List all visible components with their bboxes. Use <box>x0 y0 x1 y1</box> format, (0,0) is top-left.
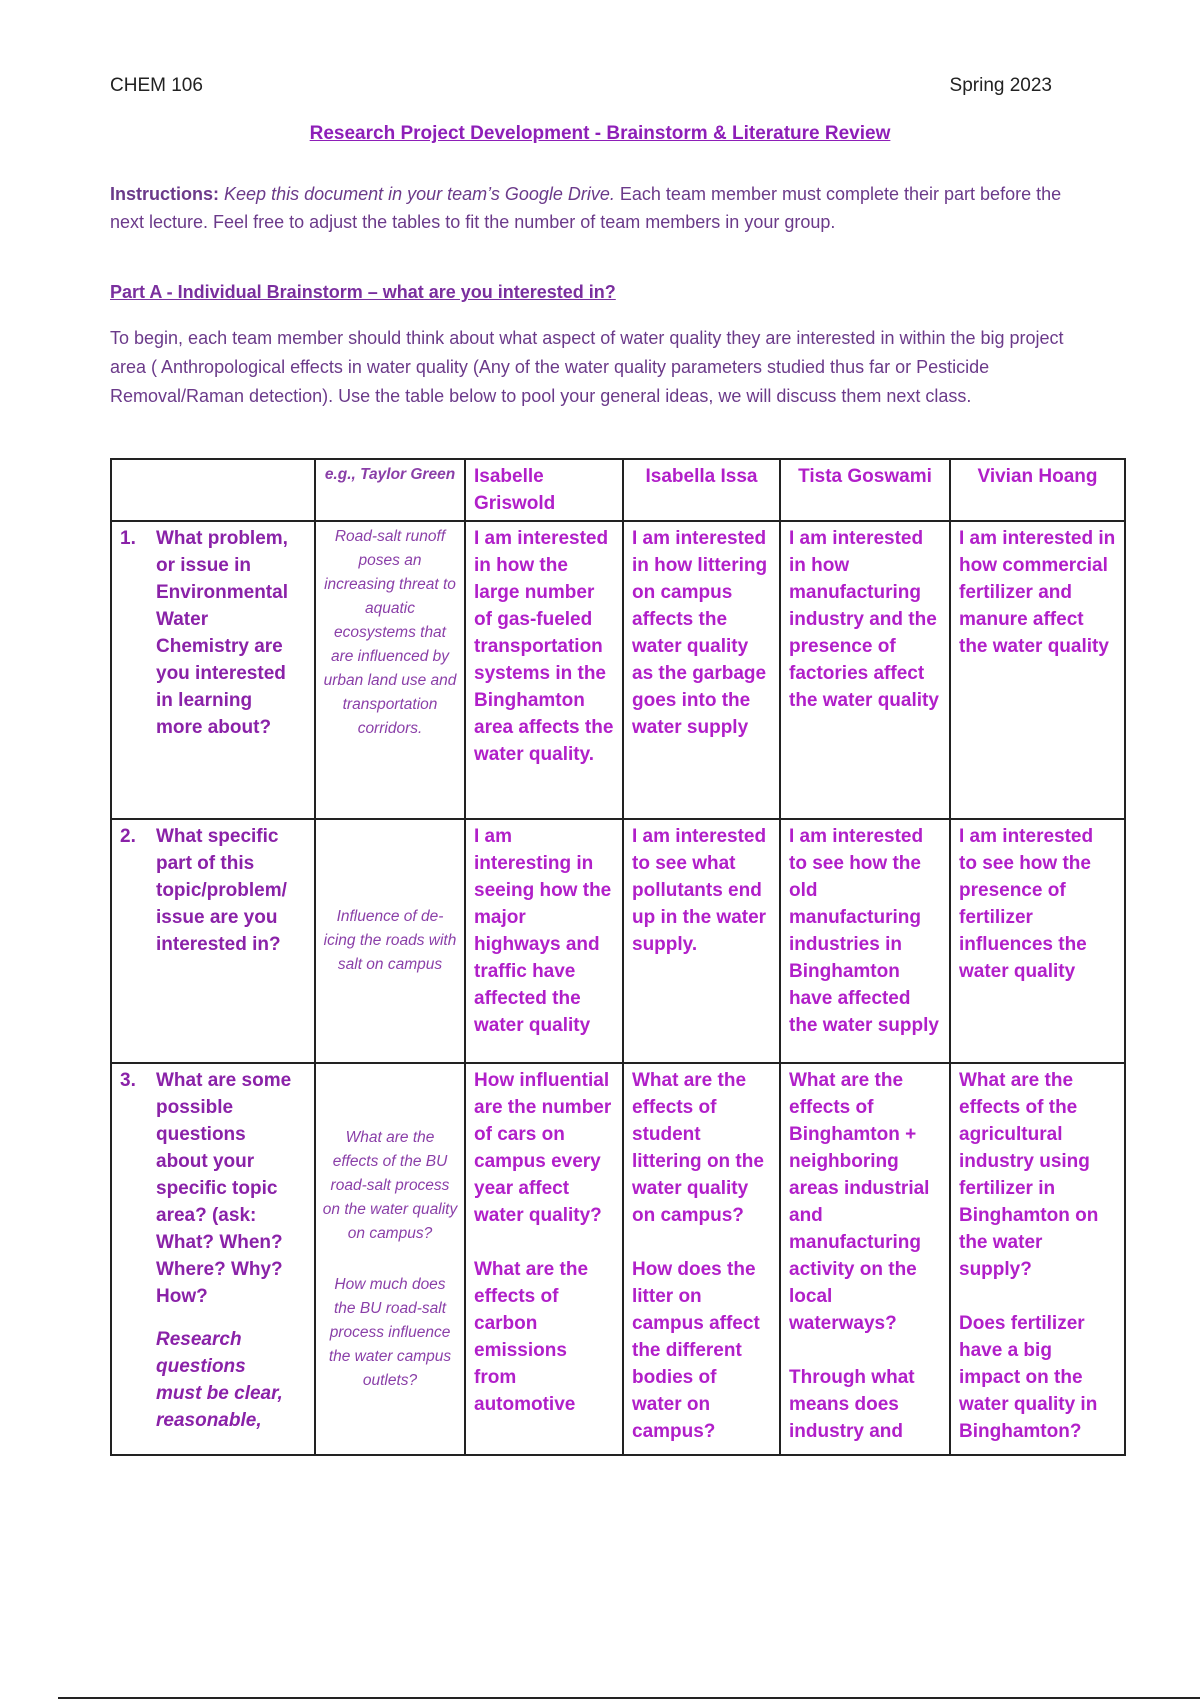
spacer <box>322 1246 458 1273</box>
question-text: What specific part of this topic/problem/ issue are you interested in? <box>156 826 287 955</box>
answer-question-2: What are the effects of carbon emissions from automotive <box>474 1259 589 1415</box>
example-cell: Road-salt runoff poses an increasing threat to aquatic ecosystems that are influenced by urban land use and transportation corridors. <box>315 521 465 819</box>
question-note: Research questions must be clear, reasonable, <box>156 1329 283 1431</box>
answer-cell[interactable]: I am interested in how the large number of gas-fueled transportation systems in the Binghamton area affects the water quality. <box>465 521 623 819</box>
answer-question-2: Through what means does industry and <box>789 1367 915 1442</box>
header-cell-example: e.g., Taylor Green <box>315 459 465 521</box>
spacer <box>959 1283 1116 1310</box>
answer-cell[interactable]: I am interested in how commercial fertilizer and manure affect the water quality <box>950 521 1125 819</box>
question-main: What are some possible questions about your specific topic area? (ask: What? When? Where? Why? How? <box>156 1070 292 1307</box>
question-text <box>156 1067 296 1434</box>
header-cell-member-1: Isabelle Griswold <box>465 459 623 521</box>
instructions-rest: Each team member must complete their part before the next lecture. Feel free to adjust the tables to fit the number of team members in your group. <box>110 184 1062 232</box>
brainstorm-table <box>110 458 1126 1456</box>
answer-cell[interactable]: I am interesting in seeing how the major highways and traffic have affected the water quality <box>465 819 623 1063</box>
answer-cell[interactable] <box>950 1063 1125 1455</box>
answer-question-1: What are the effects of the agricultural industry using fertilizer in Binghamton on the water supply? <box>959 1070 1099 1280</box>
header-cell-empty <box>111 459 315 521</box>
answer-cell[interactable]: I am interested to see what pollutants end up in the water supply. <box>623 819 780 1063</box>
answer-cell[interactable]: I am interested to see how the old manufacturing industries in Binghamton have affected the water supply <box>780 819 950 1063</box>
example-cell: Influence of de-icing the roads with salt on campus <box>315 819 465 1063</box>
page-title: Research Project Development - Brainstorm & Literature Review <box>309 123 891 144</box>
answer-question-1: What are the effects of student littering on the water quality on campus? <box>632 1070 764 1226</box>
header-cell-member-3: Tista Goswami <box>780 459 950 521</box>
table-row <box>111 819 1125 1063</box>
part-a-intro: To begin, each team member should think about what aspect of water quality they are interested in within the big project area ( Anthropological effects in water quality (Any of the water quality parameters studied thus far or Pesticide Removal/Raman detection). Use the table below to pool your general ideas, we will discuss them next class. <box>110 328 1064 406</box>
spacer <box>632 1229 771 1256</box>
answer-question-2: How does the litter on campus affect the different bodies of water on campus? <box>632 1259 760 1442</box>
question-number: 1. <box>120 528 136 549</box>
spacer <box>474 1229 614 1256</box>
question-cell <box>111 521 315 819</box>
answer-cell[interactable] <box>623 1063 780 1455</box>
instructions-label: Instructions: <box>110 184 220 204</box>
question-text: What problem, or issue in Environmental Water Chemistry are you interested in learning more about? <box>156 528 288 738</box>
answer-cell[interactable]: I am interested in how manufacturing industry and the presence of factories affect the water quality <box>780 521 950 819</box>
table-row <box>111 521 1125 819</box>
example-cell <box>315 1063 465 1455</box>
question-number: 3. <box>120 1070 136 1091</box>
question-cell <box>111 819 315 1063</box>
table-header-row <box>111 459 1125 521</box>
course-code: CHEM 106 <box>110 75 203 96</box>
term-label: Spring 2023 <box>949 75 1052 96</box>
answer-cell[interactable] <box>780 1063 950 1455</box>
answer-cell[interactable]: I am interested to see how the presence of fertilizer influences the water quality <box>950 819 1125 1063</box>
spacer <box>156 1310 296 1326</box>
instructions-italic: Keep this document in your team’s Google Drive. <box>224 184 615 204</box>
answer-question-2: Does fertilizer have a big impact on the water quality in Binghamton? <box>959 1313 1098 1442</box>
answer-cell[interactable] <box>465 1063 623 1455</box>
page-divider <box>58 1697 1200 1699</box>
answer-cell[interactable]: I am interested in how littering on campus affects the water quality as the garbage goes into the water supply <box>623 521 780 819</box>
table-row <box>111 1063 1125 1455</box>
example-question-1: What are the effects of the BU road-salt process on the water quality on campus? <box>322 1128 458 1242</box>
spacer <box>789 1337 941 1364</box>
answer-question-1: How influential are the number of cars on campus every year affect water quality? <box>474 1070 612 1226</box>
header-cell-member-4: Vivian Hoang <box>950 459 1125 521</box>
part-a-heading: Part A - Individual Brainstorm – what are you interested in? <box>110 282 616 302</box>
instructions <box>110 180 1100 236</box>
header-cell-member-2: Isabella Issa <box>623 459 780 521</box>
answer-question-1: What are the effects of Binghamton + neighboring areas industrial and manufacturing activity on the local waterways? <box>789 1070 930 1334</box>
question-number: 2. <box>120 826 136 847</box>
example-question-2: How much does the BU road-salt process influence the water campus outlets? <box>328 1275 452 1389</box>
question-cell <box>111 1063 315 1455</box>
